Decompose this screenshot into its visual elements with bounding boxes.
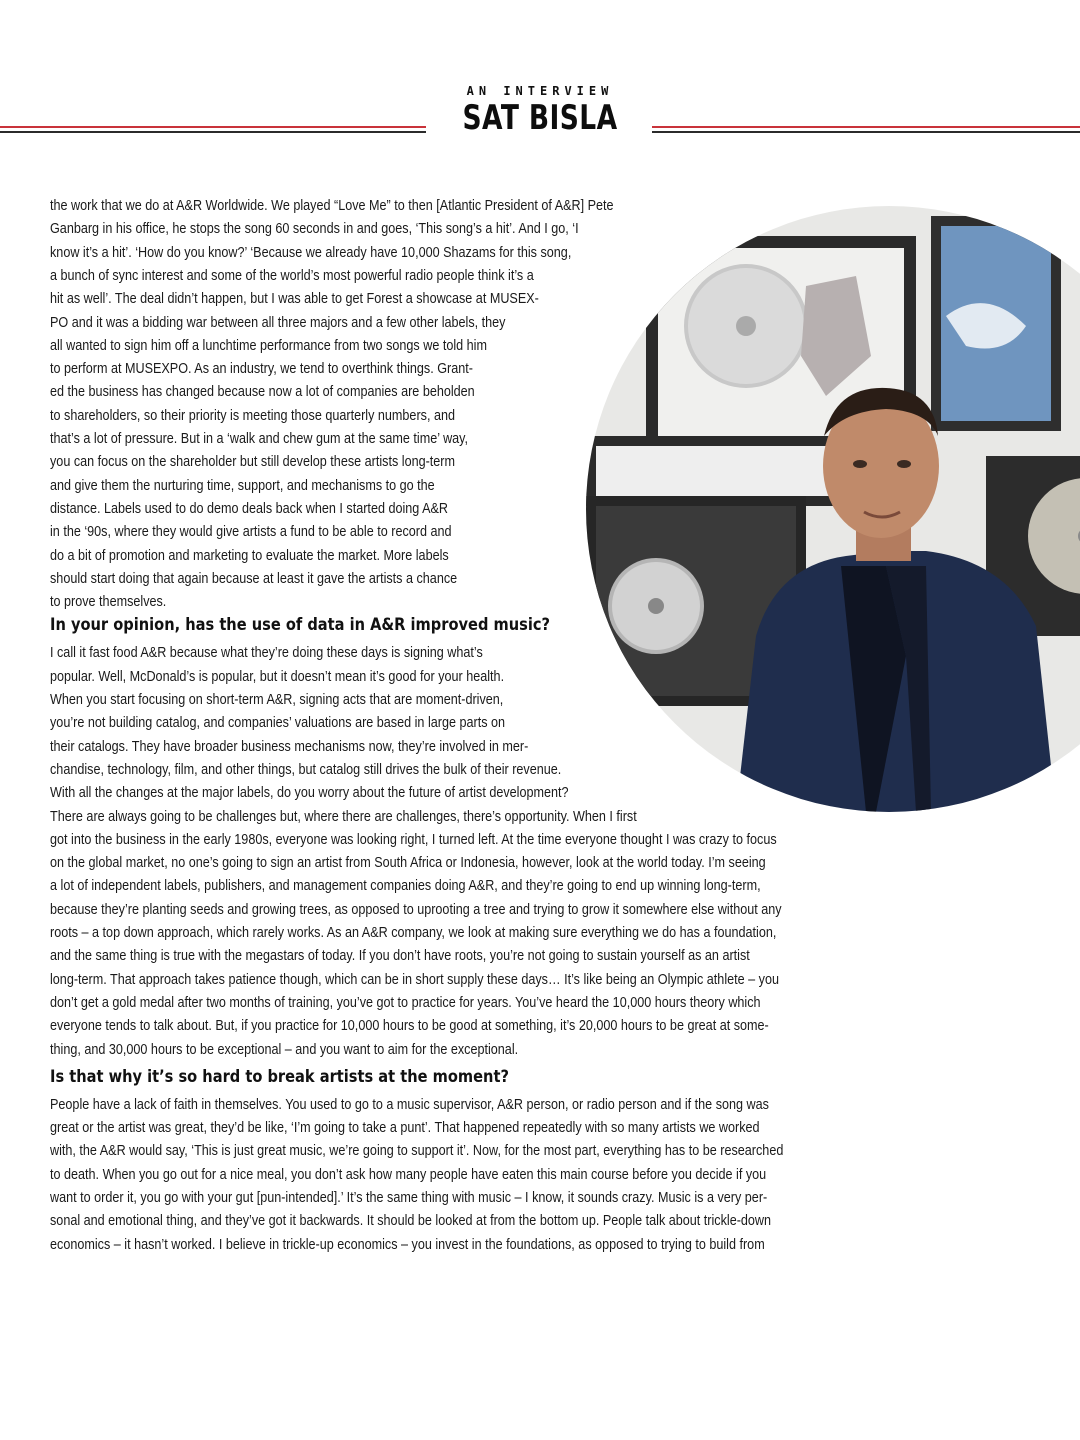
body-text-line: sonal and emotional thing, and they’ve got it backwards. It should be looked at from the bottom up. People talk about trickle-down: [50, 1212, 772, 1230]
body-text-line: to perform at MUSEXPO. As an industry, we tend to overthink things. Grant-: [50, 360, 473, 378]
body-text-line: great or the artist was great, they’d be like, ‘I’m going to take a punt’. That happened repeatedly with so many artists we worked: [50, 1119, 760, 1137]
body-text-line: their catalogs. They have broader business mechanisms now, they’re involved in mer-: [50, 737, 529, 755]
body-text-line: Ganbarg in his office, he stops the song 60 seconds in and goes, ‘This song’s a hit’. And I go, ‘I: [50, 220, 579, 238]
body-text-line: a bunch of sync interest and some of the world’s most powerful radio people think it’s a: [50, 266, 534, 284]
body-text-line: roots – a top down approach, which rarely works. As an A&R company, we look at making sure everything we do has a foundation,: [50, 924, 777, 941]
body-text-line: thing, and 30,000 hours to be exceptional – and you want to aim for the exceptional.: [50, 1040, 519, 1058]
body-text-line: got into the business in the early 1980s, everyone was looking right, I turned left. At the time everyone thought I was crazy to focus: [50, 830, 777, 848]
body-text-line: to death. When you go out for a nice meal, you don’t ask how many people have eaten this main course before you decide if you: [50, 1165, 767, 1183]
body-text-line: long-term. That approach takes patience though, which can be in short supply these days… It’s like being an Olympic athlete – you: [50, 970, 779, 988]
question-heading: Is that why it’s so hard to break artists at the moment?: [50, 1066, 509, 1087]
body-text-line: With all the changes at the major labels, do you worry about the future of artist development?: [50, 784, 569, 802]
body-text-line: with, the A&R would say, ‘This is just great music, we’re going to support it’. Now, for the most part, everything has to be researched: [50, 1142, 784, 1160]
body-text-line: you’re not building catalog, and companies’ valuations are based in large parts on: [50, 714, 506, 732]
body-text-line: to shareholders, so their priority is meeting those quarterly numbers, and: [50, 406, 455, 424]
portrait-photo: [586, 206, 1080, 812]
portrait-photo-icon: [586, 206, 1080, 812]
body-text-line: People have a lack of faith in themselves. You used to go to a music supervisor, A&R person, or radio person and if the song was: [50, 1095, 769, 1113]
body-text-line: and the same thing is true with the megastars of today. If you don’t have roots, you’re not going to sustain yourself as an artist: [50, 947, 750, 965]
body-text-line: everyone tends to talk about. But, if you practice for 10,000 hours to be good at something, it’s 20,000 hours to be great at some-: [50, 1017, 769, 1035]
body-text-line: ed the business has changed because now a lot of companies are beholden: [50, 383, 475, 401]
masthead-name: SAT BISLA: [462, 98, 618, 138]
body-text-line: on the global market, no one’s going to sign an artist from South Africa or Indonesia, however, look at the world today. I’m seeing: [50, 854, 766, 872]
body-text-line: economics – it hasn’t worked. I believe in trickle-up economics – you invest in the foundations, as opposed to trying to build from: [50, 1235, 765, 1253]
body-text-line: I call it fast food A&R because what they’re doing these days is signing what’s: [50, 644, 483, 662]
body-text-line: don’t get a gold medal after two months of training, you’ve got to practice for years. You’ve heard the 10,000 hours theory which: [50, 993, 761, 1011]
body-text-line: There are always going to be challenges but, where there are challenges, there’s opportunity. When I first: [50, 807, 637, 825]
body-text-line: to prove themselves.: [50, 593, 167, 611]
body-text-line: know it’s a hit’. ‘How do you know?’ ‘Because we already have 10,000 Shazams for this song,: [50, 243, 572, 261]
body-text-line: hit as well’. The deal didn’t happen, but I was able to get Forest a showcase at MUSEX-: [50, 290, 539, 308]
body-text-line: When you start focusing on short-term A&R, signing acts that are moment-driven,: [50, 691, 504, 708]
body-text-line: in the ‘90s, where they would give artists a fund to be able to record and: [50, 523, 452, 541]
body-text-line: that’s a lot of pressure. But in a ‘walk and chew gum at the same time’ way,: [50, 430, 469, 447]
body-text-line: popular. Well, McDonald’s is popular, but it doesn’t mean it’s good for your health.: [50, 667, 505, 685]
body-text-line: and give them the nurturing time, support, and mechanisms to go the: [50, 476, 435, 494]
body-text-line: distance. Labels used to do demo deals back when I started doing A&R: [50, 499, 449, 517]
body-text-line: want to order it, you go with your gut [pun-intended].’ It’s the same thing with music – I know, it sounds crazy. Music is a very per-: [50, 1189, 768, 1206]
question-heading: In your opinion, has the use of data in A&R improved music?: [50, 615, 551, 636]
body-text-line: all wanted to sign him off a lunchtime performance from two songs we told him: [50, 336, 487, 354]
body-text-line: do a bit of promotion and marketing to evaluate the market. More labels: [50, 546, 449, 564]
body-text-line: should start doing that again because at least it gave the artists a chance: [50, 569, 458, 587]
body-text-line: PO and it was a bidding war between all three majors and a few other labels, they: [50, 313, 506, 331]
body-text-line: chandise, technology, film, and other things, but catalog still drives the bulk of their revenue.: [50, 760, 562, 778]
body-text-line: because they’re planting seeds and growing trees, as opposed to uprooting a tree and trying to grow it somewhere else without any: [50, 900, 782, 918]
body-text-line: you can focus on the shareholder but still develop these artists long-term: [50, 453, 456, 471]
masthead: [0, 84, 1080, 144]
body-text-line: the work that we do at A&R Worldwide. We played “Love Me” to then [Atlantic President of A&R] Pete: [50, 197, 614, 214]
body-text-line: a lot of independent labels, publishers, and management companies doing A&R, and they’re going to end up winning long-term,: [50, 877, 761, 895]
masthead-kicker: AN INTERVIEW: [466, 84, 614, 98]
